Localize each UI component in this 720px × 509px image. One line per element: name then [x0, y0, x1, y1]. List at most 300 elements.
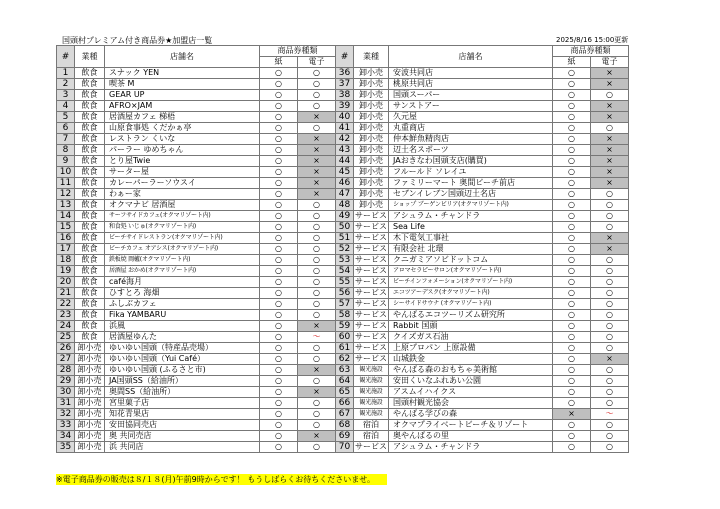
row-paper-mark: ○: [260, 123, 298, 134]
row-digital-mark: ○: [591, 200, 629, 211]
row-shop-name: 有限会社 北環: [389, 244, 553, 255]
row-category: 卸小売: [75, 420, 105, 431]
table-row: [57, 431, 629, 442]
row-category: 卸小売: [75, 431, 105, 442]
row-shop-name: 丸重商店: [389, 123, 553, 134]
row-shop-name: 浜風: [105, 321, 260, 332]
row-paper-mark: ○: [553, 321, 591, 332]
row-paper-mark: ○: [553, 178, 591, 189]
row-shop-name: 上原プロパン 上原設備: [389, 343, 553, 354]
row-number: 54: [336, 266, 354, 277]
row-number: 2: [57, 79, 75, 90]
row-category: 卸小売: [75, 376, 105, 387]
row-category: 飲食: [75, 101, 105, 112]
row-shop-name: ゆいゆい国頭（Yui Café）: [105, 354, 260, 365]
row-paper-mark: ○: [260, 288, 298, 299]
row-number: 40: [336, 112, 354, 123]
row-digital-mark: ○: [591, 310, 629, 321]
row-digital-mark: ×: [591, 112, 629, 123]
row-digital-mark: ～: [298, 332, 336, 343]
row-digital-mark: ○: [298, 277, 336, 288]
row-paper-mark: ○: [553, 145, 591, 156]
row-digital-mark: ○: [591, 299, 629, 310]
row-paper-mark: ○: [553, 101, 591, 112]
row-category: 卸小売: [75, 442, 105, 453]
row-digital-mark: ×: [591, 145, 629, 156]
row-digital-mark: ○: [591, 420, 629, 431]
row-number: 30: [57, 387, 75, 398]
row-number: 61: [336, 343, 354, 354]
row-shop-name: ふしぶカフェ: [105, 299, 260, 310]
table-row: [57, 134, 629, 145]
row-number: 4: [57, 101, 75, 112]
table-row: [57, 420, 629, 431]
table-row: [57, 332, 629, 343]
row-number: 59: [336, 321, 354, 332]
table-row: [57, 167, 629, 178]
row-shop-name: アシュラム・チャンドラ: [389, 442, 553, 453]
row-number: 68: [336, 420, 354, 431]
row-number: 55: [336, 277, 354, 288]
row-digital-mark: ×: [298, 387, 336, 398]
row-number: 6: [57, 123, 75, 134]
table-row: [57, 376, 629, 387]
row-digital-mark: ○: [591, 255, 629, 266]
row-number: 35: [57, 442, 75, 453]
row-digital-mark: ×: [591, 244, 629, 255]
row-digital-mark: ×: [591, 79, 629, 90]
row-shop-name: 鉄板焼 岡櫨(オクマリゾート内): [105, 255, 260, 266]
row-category: サービス: [355, 222, 387, 231]
row-paper-mark: ○: [260, 178, 298, 189]
row-shop-name: ひすとろ 海畑: [105, 288, 260, 299]
row-digital-mark: ○: [298, 288, 336, 299]
row-shop-name: ビーチカフェ オアシス(オクマリゾート内): [105, 244, 260, 255]
row-number: 42: [336, 134, 354, 145]
row-paper-mark: ○: [260, 189, 298, 200]
row-number: 29: [57, 376, 75, 387]
header-category: 業種: [354, 46, 389, 68]
row-shop-name: 安波共同店: [389, 68, 553, 79]
table-row: [57, 255, 629, 266]
row-shop-name: 山原食事処 くだかぁ亭: [105, 123, 260, 134]
row-category: 卸小売: [354, 189, 389, 200]
row-shop-name: 辺土名スポーツ: [389, 145, 553, 156]
row-shop-name: Fika YAMBARU: [105, 310, 260, 321]
row-number: 18: [57, 255, 75, 266]
row-shop-name: やんばるエコツーリズム研究所: [389, 310, 553, 321]
row-shop-name: 居酒屋 おかめ(オクマリゾート内): [105, 266, 260, 277]
row-digital-mark: ○: [591, 288, 629, 299]
header-num: #: [336, 46, 354, 68]
row-shop-name: 居酒屋カフェ 梯梧: [105, 112, 260, 123]
row-category: 卸小売: [75, 387, 105, 398]
row-category: 飲食: [75, 299, 105, 310]
row-category: サービス: [355, 244, 387, 253]
row-shop-name: 安田協同売店: [105, 420, 260, 431]
row-category: 飲食: [75, 211, 105, 222]
table-row: [57, 68, 629, 79]
row-paper-mark: ○: [260, 200, 298, 211]
row-number: 48: [336, 200, 354, 211]
row-shop-name: サンストアー: [389, 101, 553, 112]
row-number: 9: [57, 156, 75, 167]
row-shop-name: ファミリーマート 奥間ビーチ前店: [389, 178, 553, 189]
row-digital-mark: ×: [591, 167, 629, 178]
row-digital-mark: ○: [298, 354, 336, 365]
row-number: 67: [336, 409, 354, 420]
row-number: 24: [57, 321, 75, 332]
row-paper-mark: ×: [553, 409, 591, 420]
row-number: 50: [336, 222, 354, 233]
row-category: 観光施設: [354, 409, 389, 420]
row-category: 卸小売: [354, 167, 389, 178]
row-category: 飲食: [75, 68, 105, 79]
row-paper-mark: ○: [553, 365, 591, 376]
row-paper-mark: ○: [553, 277, 591, 288]
row-digital-mark: ○: [298, 442, 336, 453]
table-row: [57, 90, 629, 101]
row-category: 飲食: [75, 321, 105, 332]
row-category: 卸小売: [354, 68, 389, 79]
row-category: 飲食: [75, 255, 105, 266]
table-row: [57, 277, 629, 288]
row-shop-name: ショップ ブーゲンビリア(オクマリゾート内): [389, 200, 553, 211]
table-row: [57, 299, 629, 310]
row-category: 飲食: [75, 123, 105, 134]
table-row: [57, 365, 629, 376]
row-shop-name: 知花青果店: [105, 409, 260, 420]
row-digital-mark: ○: [298, 211, 336, 222]
row-number: 8: [57, 145, 75, 156]
row-paper-mark: ○: [553, 90, 591, 101]
row-paper-mark: ○: [260, 277, 298, 288]
row-category: 卸小売: [354, 101, 389, 112]
row-shop-name: 奥間SS（給油所）: [105, 387, 260, 398]
row-shop-name: ゆいゆい国頭 (ふるさと市): [105, 365, 260, 376]
row-digital-mark: ○: [591, 365, 629, 376]
table-row: [57, 156, 629, 167]
row-digital-mark: ×: [298, 431, 336, 442]
table-row: [57, 442, 629, 453]
row-shop-name: 国頭スーパー: [389, 90, 553, 101]
row-category: 飲食: [75, 178, 105, 189]
row-category: サービス: [355, 211, 387, 220]
row-category: サービス: [355, 354, 387, 363]
row-digital-mark: ×: [298, 365, 336, 376]
row-shop-name: 奥 共同売店: [105, 431, 260, 442]
table-row: [57, 79, 629, 90]
row-digital-mark: ×: [298, 321, 336, 332]
row-category: サービス: [355, 321, 387, 330]
row-category: 観光施設: [354, 398, 389, 409]
row-number: 69: [336, 431, 354, 442]
row-digital-mark: ×: [298, 156, 336, 167]
row-category: 卸小売: [354, 90, 389, 101]
row-paper-mark: ○: [553, 398, 591, 409]
row-category: 飲食: [75, 310, 105, 321]
row-paper-mark: ○: [260, 145, 298, 156]
row-paper-mark: ○: [553, 442, 591, 453]
row-paper-mark: ○: [553, 354, 591, 365]
table-row: [57, 211, 629, 222]
row-paper-mark: ○: [553, 343, 591, 354]
row-digital-mark: ○: [298, 101, 336, 112]
table-row: [57, 343, 629, 354]
row-digital-mark: ○: [591, 332, 629, 343]
row-shop-name: オクマプライベートビーチ＆リゾート: [389, 420, 553, 431]
row-number: 19: [57, 266, 75, 277]
row-shop-name: 宮里菓子店: [105, 398, 260, 409]
row-paper-mark: ○: [260, 343, 298, 354]
row-digital-mark: ○: [298, 255, 336, 266]
row-paper-mark: ○: [260, 233, 298, 244]
row-digital-mark: ○: [298, 343, 336, 354]
row-shop-name: カレーパーラーソウスイ: [105, 178, 260, 189]
row-number: 60: [336, 332, 354, 343]
table-row: [57, 233, 629, 244]
row-category: 卸小売: [75, 409, 105, 420]
row-digital-mark: ×: [298, 145, 336, 156]
row-category: 飲食: [75, 266, 105, 277]
row-paper-mark: ○: [260, 398, 298, 409]
row-category: 飲食: [75, 233, 105, 244]
table-row: [57, 266, 629, 277]
header-category: 業種: [75, 46, 105, 68]
row-number: 41: [336, 123, 354, 134]
row-digital-mark: ○: [591, 387, 629, 398]
row-number: 36: [336, 68, 354, 79]
row-paper-mark: ○: [553, 222, 591, 233]
row-paper-mark: ○: [553, 211, 591, 222]
row-shop-name: サーター屋: [105, 167, 260, 178]
row-paper-mark: ○: [553, 299, 591, 310]
row-digital-mark: ○: [298, 79, 336, 90]
row-category: 飲食: [75, 90, 105, 101]
row-number: 34: [57, 431, 75, 442]
row-number: 20: [57, 277, 75, 288]
row-shop-name: 久元屋: [389, 112, 553, 123]
row-digital-mark: ○: [298, 420, 336, 431]
row-digital-mark: ×: [298, 178, 336, 189]
table-row: [57, 387, 629, 398]
row-number: 47: [336, 189, 354, 200]
row-paper-mark: ○: [260, 211, 298, 222]
row-number: 27: [57, 354, 75, 365]
merchant-table-body: [57, 46, 629, 453]
updated-timestamp: 2025/8/16 15:00更新: [556, 36, 629, 44]
row-paper-mark: ○: [553, 332, 591, 343]
header-voucher-type: 商品券種類: [260, 46, 336, 57]
table-row: [57, 189, 629, 200]
row-category: 飲食: [75, 112, 105, 123]
row-paper-mark: ○: [553, 233, 591, 244]
row-paper-mark: ○: [260, 68, 298, 79]
row-paper-mark: ○: [553, 255, 591, 266]
row-category: サービス: [355, 233, 387, 242]
row-paper-mark: ○: [260, 266, 298, 277]
row-shop-name: アスムイハイクス: [389, 387, 553, 398]
row-category: サービス: [355, 332, 387, 341]
row-number: 12: [57, 189, 75, 200]
row-number: 16: [57, 233, 75, 244]
row-digital-mark: ×: [298, 112, 336, 123]
row-number: 39: [336, 101, 354, 112]
row-shop-name: 山城鉄金: [389, 354, 553, 365]
row-shop-name: JAおきなわ国頭支店(購買): [389, 156, 553, 167]
row-paper-mark: ○: [553, 167, 591, 178]
row-shop-name: やんばる学びの森: [389, 409, 553, 420]
row-shop-name: café海月: [105, 277, 260, 288]
row-category: 観光施設: [354, 365, 389, 376]
row-paper-mark: ○: [260, 409, 298, 420]
row-paper-mark: ○: [260, 387, 298, 398]
row-category: 飲食: [75, 200, 105, 211]
row-paper-mark: ○: [553, 431, 591, 442]
row-number: 46: [336, 178, 354, 189]
row-number: 65: [336, 387, 354, 398]
table-row: [57, 101, 629, 112]
row-paper-mark: ○: [260, 90, 298, 101]
row-digital-mark: ○: [298, 233, 336, 244]
row-category: 飲食: [75, 134, 105, 145]
row-digital-mark: ○: [591, 90, 629, 101]
row-digital-mark: ○: [591, 343, 629, 354]
row-digital-mark: ×: [591, 101, 629, 112]
row-shop-name: とり屋Twie: [105, 156, 260, 167]
header-paper: 紙: [553, 57, 591, 68]
row-digital-mark: ○: [298, 68, 336, 79]
table-row: [57, 244, 629, 255]
row-digital-mark: ○: [298, 222, 336, 233]
row-number: 10: [57, 167, 75, 178]
row-shop-name: Rabbit 国頭: [389, 321, 553, 332]
row-category: 飲食: [75, 277, 105, 288]
row-paper-mark: ○: [260, 321, 298, 332]
table-row: [57, 123, 629, 134]
row-paper-mark: ○: [260, 365, 298, 376]
row-paper-mark: ○: [553, 288, 591, 299]
row-shop-name: AFRO×JAM: [105, 101, 260, 112]
row-number: 28: [57, 365, 75, 376]
row-paper-mark: ○: [260, 222, 298, 233]
row-category: 飲食: [75, 288, 105, 299]
row-digital-mark: ○: [591, 321, 629, 332]
row-digital-mark: ○: [591, 211, 629, 222]
row-shop-name: 喫茶 M: [105, 79, 260, 90]
table-row: [57, 145, 629, 156]
row-number: 3: [57, 90, 75, 101]
row-digital-mark: ×: [591, 134, 629, 145]
row-number: 52: [336, 244, 354, 255]
row-shop-name: エコツアーデスク(オクマリゾート内): [389, 288, 553, 299]
row-paper-mark: ○: [553, 200, 591, 211]
row-paper-mark: ○: [553, 266, 591, 277]
row-category: サービス: [355, 277, 387, 286]
row-paper-mark: ○: [553, 68, 591, 79]
row-shop-name: JA国頭SS（給油所）: [105, 376, 260, 387]
row-number: 23: [57, 310, 75, 321]
table-row: [57, 409, 629, 420]
row-shop-name: クニガミアソビドットコム: [389, 255, 553, 266]
row-number: 26: [57, 343, 75, 354]
table-row: [57, 178, 629, 189]
table-header-row-1: [57, 46, 629, 57]
row-number: 38: [336, 90, 354, 101]
row-category: 観光施設: [354, 387, 389, 398]
row-paper-mark: ○: [553, 156, 591, 167]
row-shop-name: 和食処 いじゅ(オクマリゾート内): [105, 222, 260, 233]
row-shop-name: GEAR UP: [105, 90, 260, 101]
row-category: サービス: [355, 310, 387, 319]
row-number: 44: [336, 156, 354, 167]
row-paper-mark: ○: [553, 244, 591, 255]
row-paper-mark: ○: [260, 134, 298, 145]
row-shop-name: 国頭村観光協会: [389, 398, 553, 409]
row-paper-mark: ○: [260, 244, 298, 255]
row-digital-mark: ○: [298, 398, 336, 409]
row-category: 卸小売: [354, 178, 389, 189]
row-category: 卸小売: [354, 200, 389, 211]
row-category: 飲食: [75, 244, 105, 255]
row-category: 卸小売: [354, 79, 389, 90]
table-row: [57, 310, 629, 321]
row-digital-mark: ×: [298, 189, 336, 200]
row-category: 飲食: [75, 156, 105, 167]
row-paper-mark: ○: [553, 189, 591, 200]
row-number: 64: [336, 376, 354, 387]
row-shop-name: アロマセラピーサロン(オクマリゾート内): [389, 266, 553, 277]
row-paper-mark: ○: [553, 376, 591, 387]
row-paper-mark: ○: [553, 112, 591, 123]
row-paper-mark: ○: [553, 387, 591, 398]
row-number: 11: [57, 178, 75, 189]
row-category: サービス: [355, 255, 387, 264]
row-number: 49: [336, 211, 354, 222]
row-number: 63: [336, 365, 354, 376]
row-category: 卸小売: [75, 354, 105, 365]
row-category: 飲食: [75, 167, 105, 178]
row-shop-name: Sea Life: [389, 222, 553, 233]
header-paper: 紙: [260, 57, 298, 68]
row-shop-name: 安田くいなふれあい公園: [389, 376, 553, 387]
row-number: 53: [336, 255, 354, 266]
row-shop-name: スナック YEN: [105, 68, 260, 79]
row-paper-mark: ○: [553, 310, 591, 321]
row-category: 卸小売: [354, 145, 389, 156]
row-number: 37: [336, 79, 354, 90]
row-number: 1: [57, 68, 75, 79]
row-category: 卸小売: [354, 123, 389, 134]
row-category: 卸小売: [75, 365, 105, 376]
page-title: 国頭村プレミアム付き商品券★加盟店一覧: [62, 36, 213, 45]
row-number: 45: [336, 167, 354, 178]
row-digital-mark: ○: [298, 266, 336, 277]
row-paper-mark: ○: [553, 134, 591, 145]
row-paper-mark: ○: [553, 123, 591, 134]
row-category: 卸小売: [75, 343, 105, 354]
row-number: 17: [57, 244, 75, 255]
table-row: [57, 398, 629, 409]
row-number: 33: [57, 420, 75, 431]
row-shop-name: アシュラム・チャンドラ: [389, 211, 553, 222]
row-category: 飲食: [75, 79, 105, 90]
row-shop-name: サーフサイドカフェ(オクマリゾート内): [105, 211, 260, 222]
table-row: [57, 354, 629, 365]
row-digital-mark: ×: [591, 68, 629, 79]
row-number: 21: [57, 288, 75, 299]
row-shop-name: 居酒屋ゆんた: [105, 332, 260, 343]
